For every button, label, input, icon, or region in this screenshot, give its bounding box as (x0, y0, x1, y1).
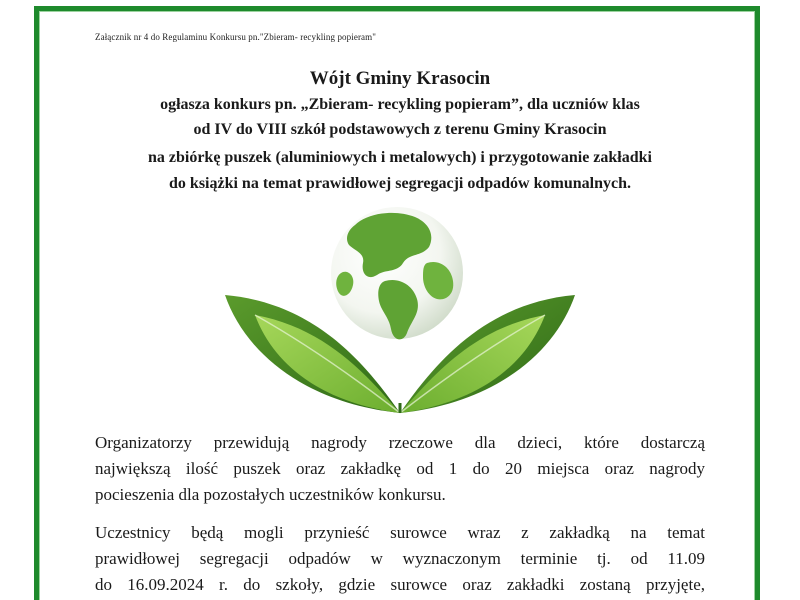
announcement-title: Wójt Gminy Krasocin (309, 68, 491, 89)
submission-line-3: do 16.09.2024 r. do szkoły, gdzie surowce oraz zakładki zostaną przyjęte, (95, 575, 705, 594)
prizes-line-3: pocieszenia dla pozostałych uczestników konkursu. (95, 485, 446, 504)
attachment-note: Załącznik nr 4 do Regulaminu Konkursu pn."Zbieram- recykling popieram" (95, 32, 377, 42)
submission-paragraph (95, 520, 705, 598)
prizes-paragraph (95, 430, 705, 508)
submission-line-1: Uczestnicy będą mogli przynieść surowce wraz z zakładką na temat (95, 523, 705, 542)
announcement-line-2: od IV do VIII szkół podstawowych z terenu Gminy Krasocin (193, 121, 607, 138)
globe-with-leaves-icon (215, 203, 585, 418)
announcement-line-4: do książki na temat prawidłowej segregacji odpadów komunalnych. (169, 175, 631, 192)
globe-icon (331, 207, 463, 339)
prizes-line-2: największą ilość puszek oraz zakładkę od 1 do 20 miejsca oraz nagrody (95, 459, 705, 478)
prizes-line-1: Organizatorzy przewidują nagrody rzeczowe dla dzieci, które dostarczą (95, 433, 705, 452)
announcement-line-1: ogłasza konkurs pn. „Zbieram- recykling popieram”, dla uczniów klas (160, 96, 640, 113)
submission-line-2: prawidłowej segregacji odpadów w wyznaczonym terminie tj. od 11.09 (95, 549, 705, 568)
announcement-line-3: na zbiórkę puszek (aluminiowych i metalowych) i przygotowanie zakładki (147, 149, 652, 166)
